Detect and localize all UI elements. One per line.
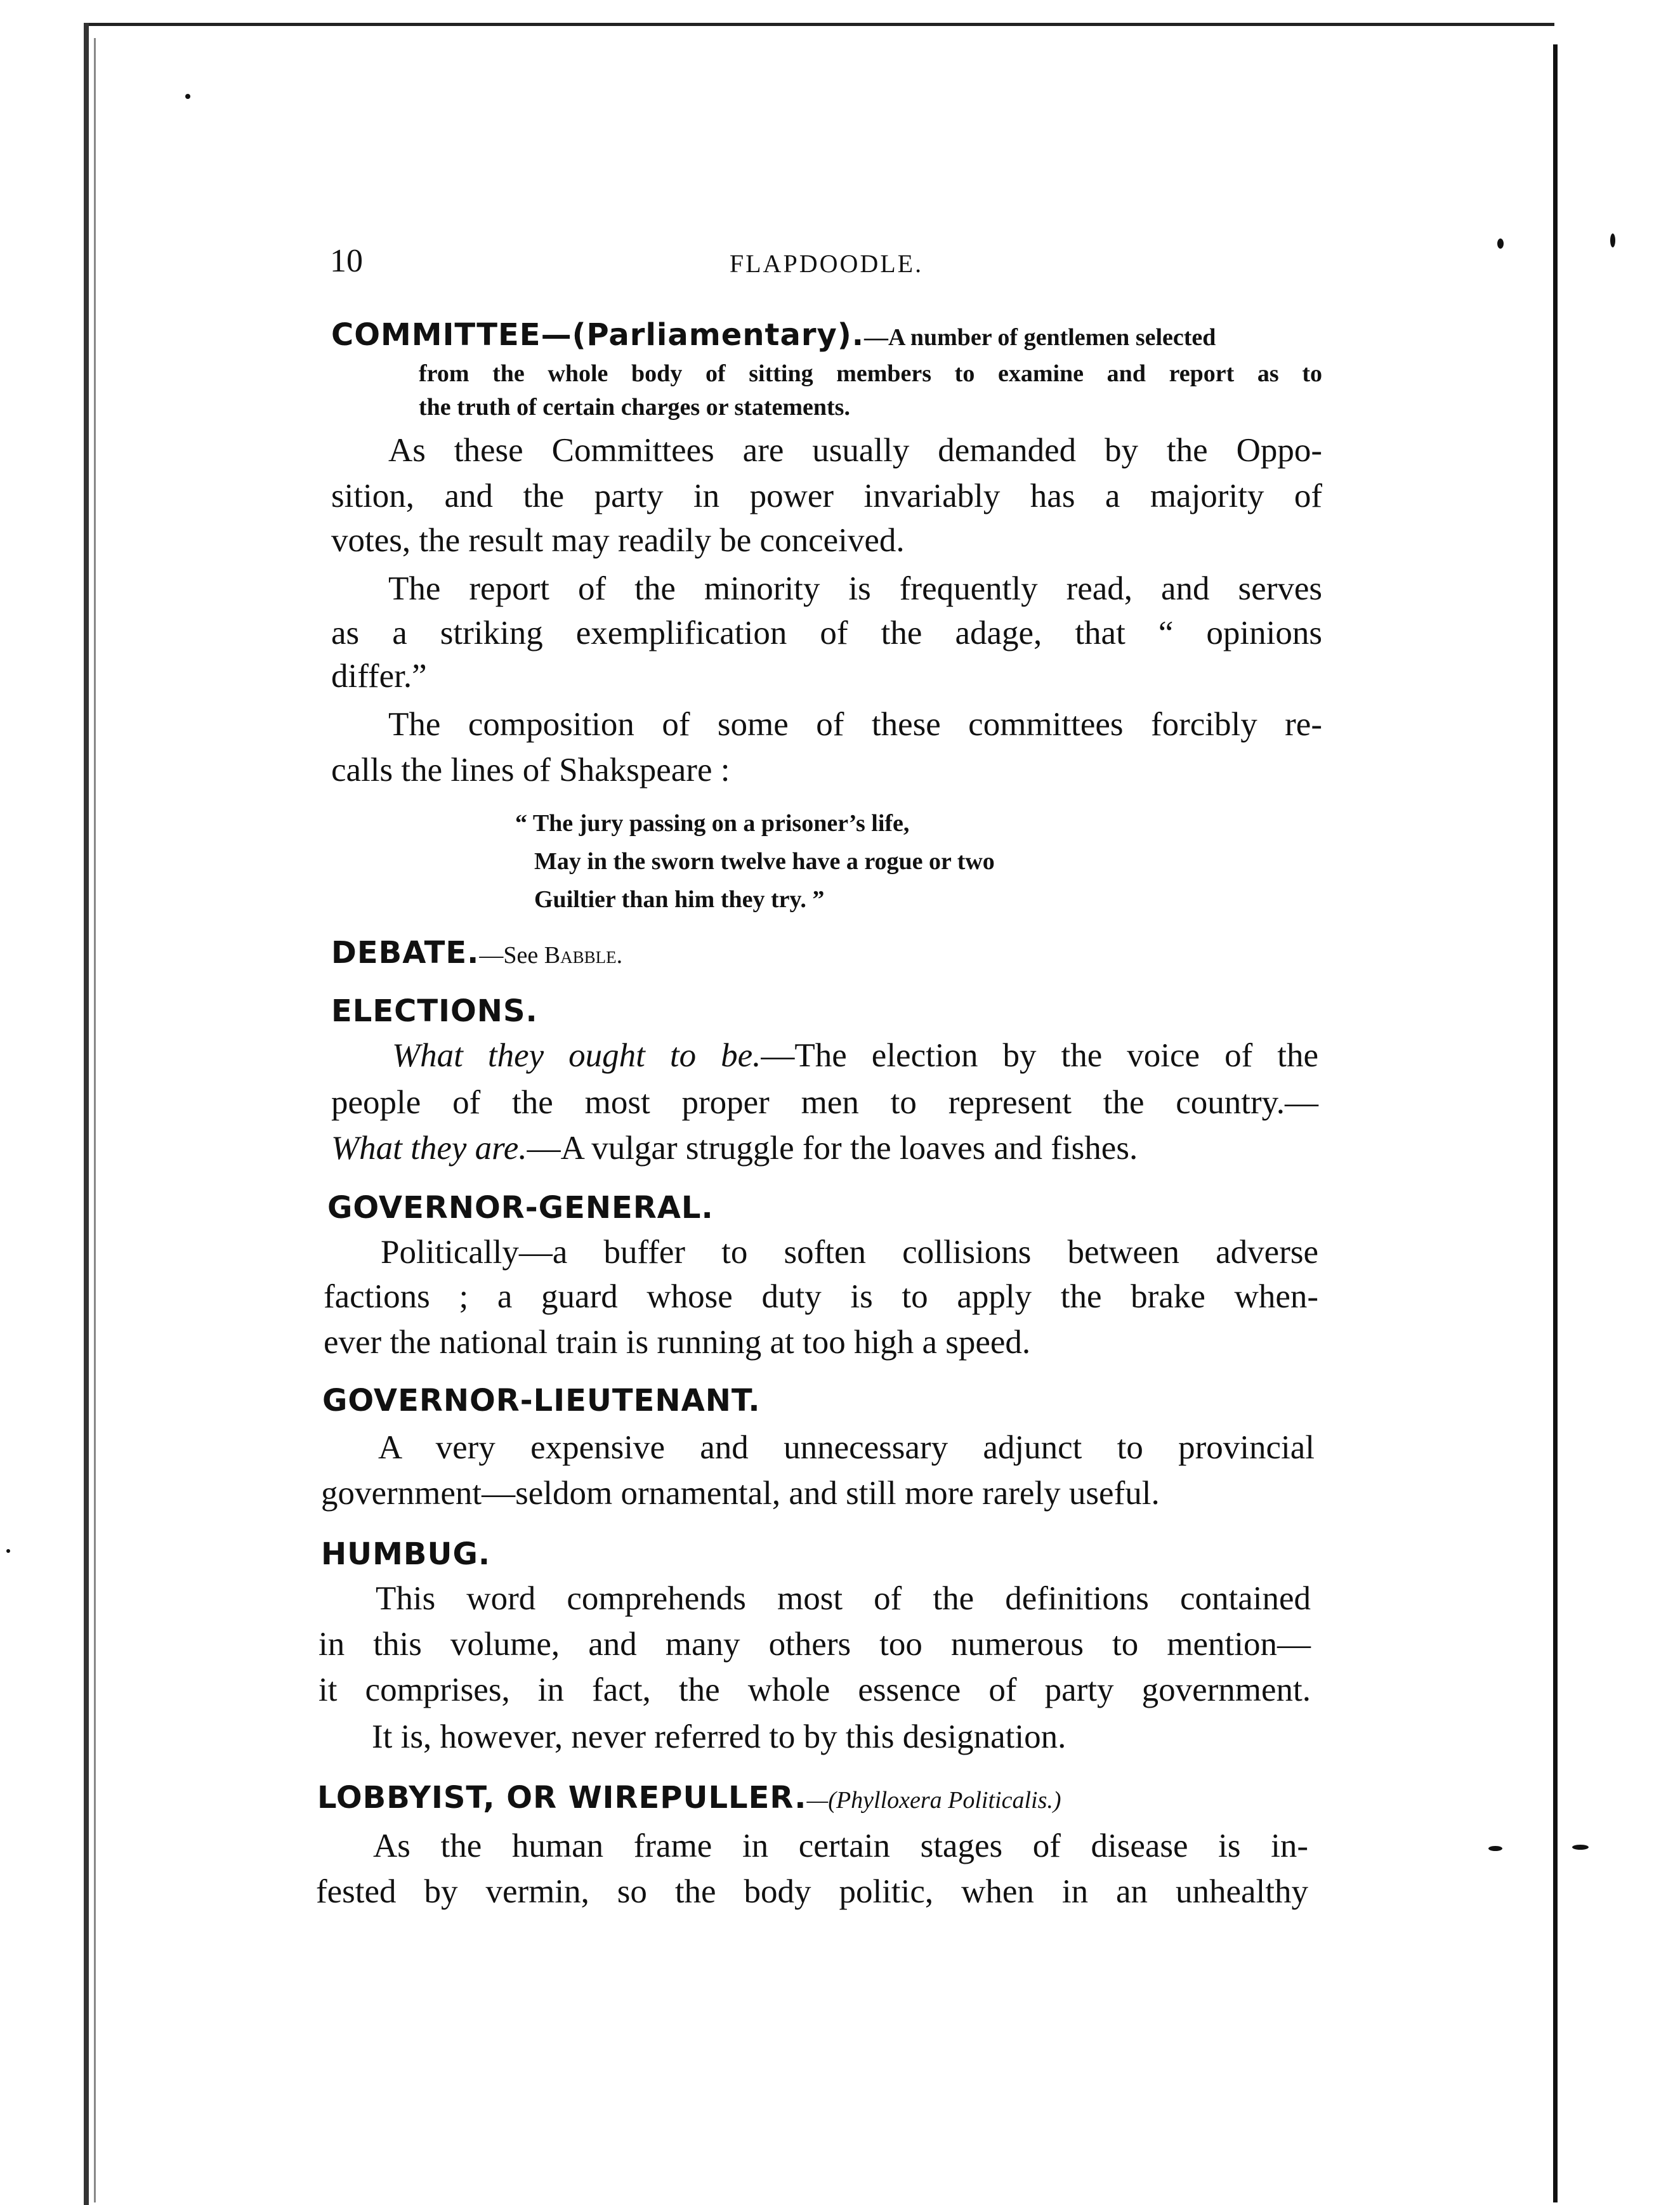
paragraph-line: in this volume, and many others too numerous to mention— — [318, 1626, 1311, 1663]
entry-committee-heading — [331, 317, 1216, 353]
entry-governor-general-heading: GOVERNOR-GENERAL. — [327, 1190, 714, 1226]
paragraph-line: A very expensive and unnecessary adjunct to provincial — [378, 1429, 1315, 1466]
definition-line: the truth of certain charges or statements. — [419, 394, 850, 421]
italic-label: What they are. — [331, 1130, 527, 1167]
entry-term: LOBBYIST, OR WIREPULLER. — [317, 1780, 807, 1816]
entry-humbug-heading: HUMBUG. — [321, 1536, 491, 1572]
definition-text: —A vulgar struggle for the loaves and fishes. — [527, 1130, 1138, 1167]
paragraph-line — [392, 1037, 1318, 1075]
paragraph-line: It is, however, never referred to by this designation. — [372, 1718, 1066, 1755]
paragraph-line: as a striking exemplification of the adage, that “ opinions — [331, 615, 1322, 651]
entry-lobbyist-heading — [317, 1780, 1061, 1816]
paragraph-line: votes, the result may readily be conceived. — [331, 522, 905, 559]
paragraph-line: calls the lines of Shakspeare : — [331, 752, 730, 788]
paragraph-line — [331, 1129, 1138, 1167]
italic-label: What they ought to be. — [392, 1037, 761, 1074]
paragraph-line: differ.” — [331, 658, 427, 695]
running-head — [330, 242, 1323, 287]
see-reference — [479, 942, 622, 969]
paragraph-line: it comprises, in fact, the whole essence of party government. — [318, 1672, 1311, 1708]
quotation-line: May in the sworn twelve have a rogue or two — [534, 848, 995, 875]
entry-term: COMMITTEE—(Parliamentary). — [331, 317, 864, 353]
paragraph-line: The composition of some of these committees forcibly re- — [388, 706, 1322, 743]
see-target: Babble. — [544, 942, 623, 969]
definition-line: from the whole body of sitting members to examine and report as to — [419, 360, 1322, 387]
paragraph-line: Politically—a buffer to soften collisions between adverse — [381, 1234, 1318, 1271]
paragraph-line: government—seldom ornamental, and still more rarely useful. — [321, 1475, 1160, 1512]
quotation-line: Guiltier than him they try. ” — [534, 886, 825, 913]
paragraph-line: As the human frame in certain stages of disease is in- — [373, 1828, 1308, 1864]
entry-debate-heading — [331, 935, 622, 971]
paragraph-line: ever the national train is running at too high a speed. — [324, 1324, 1031, 1361]
quotation-line: “ The jury passing on a prisoner’s life, — [515, 810, 910, 837]
paragraph-line: As these Committees are usually demanded by the Oppo- — [388, 432, 1322, 469]
entry-subtitle: —(Phylloxera Politicalis.) — [806, 1787, 1061, 1814]
entry-term: DEBATE. — [331, 935, 480, 971]
paragraph-line: factions ; a guard whose duty is to apply the brake when- — [324, 1278, 1318, 1315]
see-prefix: —See — [479, 942, 544, 969]
entry-governor-lieutenant-heading: GOVERNOR-LIEUTENANT. — [322, 1383, 761, 1418]
paragraph-line: fested by vermin, so the body politic, when in an unhealthy — [316, 1873, 1308, 1910]
paragraph-line: This word comprehends most of the definitions contained — [376, 1580, 1311, 1617]
entry-elections-heading: ELECTIONS. — [331, 993, 538, 1029]
paragraph-line: people of the most proper men to represent the country.— — [331, 1084, 1318, 1121]
paragraph-line: The report of the minority is frequently read, and serves — [388, 570, 1322, 607]
definition-text: —The election by the voice of the — [761, 1037, 1318, 1074]
running-title: FLAPDOODLE. — [729, 249, 924, 278]
page-number: 10 — [330, 243, 363, 279]
paragraph-line: sition, and the party in power invariably has a majority of — [331, 478, 1322, 514]
entry-definition: —A number of gentlemen selected — [863, 324, 1216, 351]
